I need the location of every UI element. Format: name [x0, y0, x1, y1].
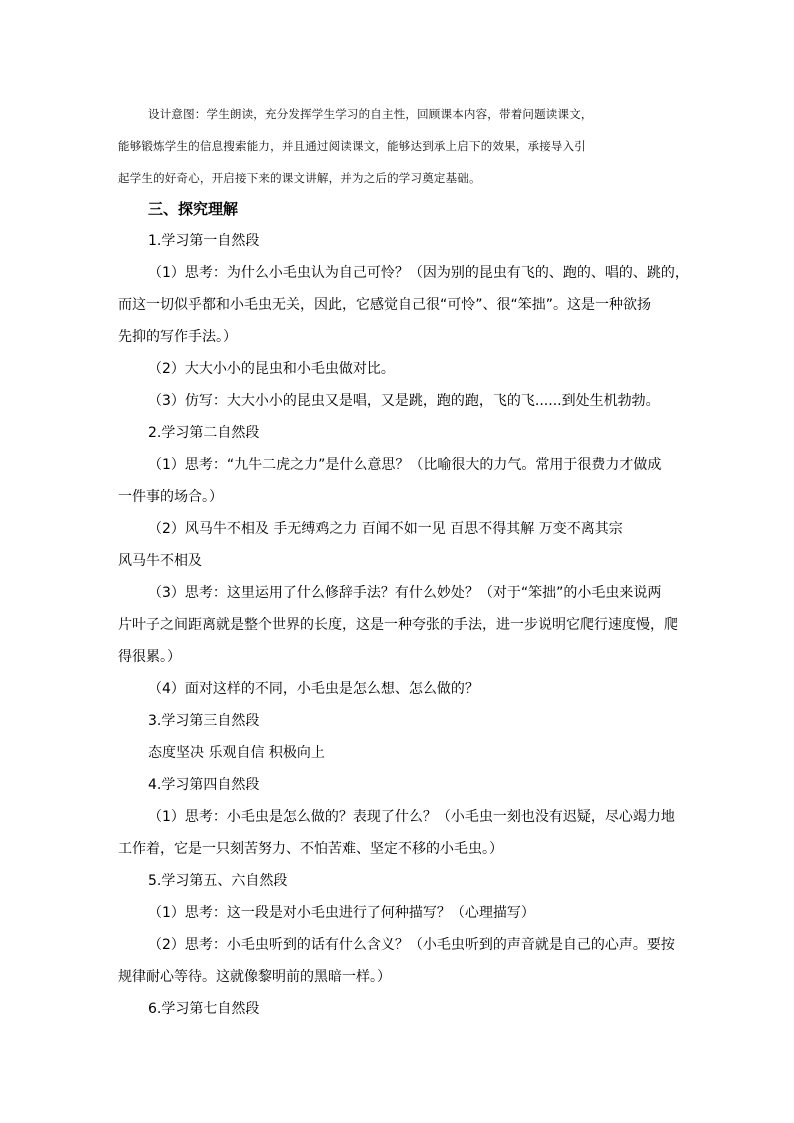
paragraph-line: 而这一切似乎都和小毛虫无关，因此，它感觉自己很“可怜”、很“笨拙”。这是一种欲扬 — [118, 297, 652, 313]
paragraph-line: 风马牛不相及 — [118, 553, 202, 569]
paragraph-line: （1）思考：这一段是对小毛虫进行了何种描写？（心理描写） — [148, 905, 535, 921]
paragraph-line: 工作着，它是一只刻苦努力、不怕苦难、坚定不移的小毛虫。） — [118, 841, 503, 857]
paragraph-line: （4）面对这样的不同，小毛虫是怎么想、怎么做的？ — [148, 681, 479, 697]
design-intent-line-2: 能够锻炼学生的信息搜索能力，并且通过阅读课文，能够达到承上启下的效果，承接导入引 — [118, 139, 586, 153]
subsection-heading: 6.学习第七自然段 — [148, 1001, 260, 1017]
paragraph-line: 态度坚决 乐观自信 积极向上 — [148, 745, 325, 761]
subsection-heading: 4.学习第四自然段 — [148, 777, 260, 793]
paragraph-line: （3）思考：这里运用了什么修辞手法？有什么妙处？（对于“笨拙”的小毛虫来说两 — [148, 585, 662, 601]
paragraph-line: 片叶子之间距离就是整个世界的长度，这是一种夸张的手法，进一步说明它爬行速度慢，爬 — [118, 617, 678, 633]
paragraph-line: （2）思考：小毛虫听到的话有什么含义？（小毛虫听到的声音就是自己的心声。要按 — [148, 937, 675, 953]
subsection-heading: 3.学习第三自然段 — [148, 713, 260, 729]
paragraph-line: （1）思考：小毛虫是怎么做的？表现了什么？（小毛虫一刻也没有迟疑，尽心竭力地 — [148, 809, 675, 825]
paragraph-line: （3）仿写：大大小小的昆虫又是唱，又是跳，跑的跑，飞的飞......到处生机勃勃。 — [148, 393, 660, 409]
paragraph-line: 规律耐心等待。这就像黎明前的黑暗一样。） — [118, 969, 391, 985]
paragraph-line: 得很累。） — [118, 649, 181, 665]
design-intent-line-1: 设计意图：学生朗读，充分发挥学生学习的自主性，回顾课本内容，带着问题读课文， — [148, 107, 593, 121]
subsection-heading: 2.学习第二自然段 — [148, 425, 260, 441]
design-intent-line-3: 起学生的好奇心，开启接下来的课文讲解，并为之后的学习奠定基础。 — [118, 171, 481, 185]
paragraph-line: （1）思考：“九牛二虎之力”是什么意思？（比喻很大的力气。常用于很费力才做成 — [148, 457, 662, 473]
subsection-heading: 5.学习第五、六自然段 — [148, 873, 288, 889]
section-heading: 三、探究理解 — [148, 200, 239, 218]
subsection-heading: 1.学习第一自然段 — [148, 233, 260, 249]
paragraph-line: （2）风马牛不相及 手无缚鸡之力 百闻不如一见 百思不得其解 万变不离其宗 — [148, 521, 623, 537]
paragraph-line: 一件事的场合。） — [118, 489, 223, 505]
paragraph-line: 先抑的写作手法。） — [118, 329, 237, 345]
paragraph-line: （2）大大小小的昆虫和小毛虫做对比。 — [148, 361, 395, 377]
paragraph-line: （1）思考：为什么小毛虫认为自己可怜？（因为别的昆虫有飞的、跑的、唱的、跳的， — [148, 265, 689, 281]
